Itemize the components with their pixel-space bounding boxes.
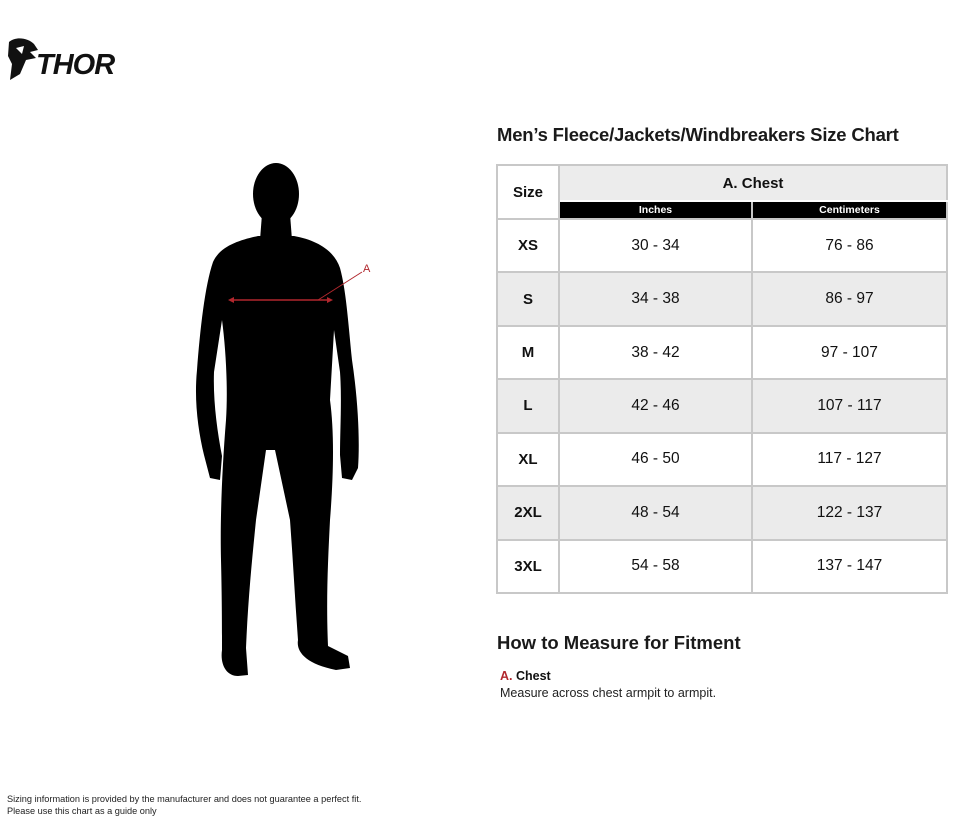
header-inches: Inches <box>559 201 752 219</box>
table-row <box>497 326 947 379</box>
body-figure <box>180 150 390 690</box>
measure-item-letter: A. <box>500 669 513 683</box>
thor-helmet-logo-icon <box>6 34 156 84</box>
centimeters-cell: 86 - 97 <box>752 272 947 325</box>
thor-logo <box>6 34 156 84</box>
table-row <box>497 272 947 325</box>
size-cell: 3XL <box>497 540 559 593</box>
logo-text: THOR <box>36 49 115 81</box>
size-cell: S <box>497 272 559 325</box>
disclaimer-line-2: Please use this chart as a guide only <box>7 806 157 816</box>
header-chest: A. Chest <box>559 165 947 201</box>
inches-cell: 54 - 58 <box>559 540 752 593</box>
human-silhouette-icon <box>180 150 390 690</box>
table-row <box>497 540 947 593</box>
inches-cell: 48 - 54 <box>559 486 752 539</box>
centimeters-cell: 117 - 127 <box>752 433 947 486</box>
header-size: Size <box>497 165 559 219</box>
size-chart-title: Men’s Fleece/Jackets/Windbreakers Size Chart <box>497 124 899 145</box>
measure-item-name: Chest <box>515 669 551 683</box>
measure-title: How to Measure for Fitment <box>497 632 741 653</box>
centimeters-cell: 76 - 86 <box>752 219 947 272</box>
centimeters-cell: 137 - 147 <box>752 540 947 593</box>
inches-cell: 42 - 46 <box>559 379 752 432</box>
centimeters-cell: 97 - 107 <box>752 326 947 379</box>
size-chart-table <box>496 164 948 594</box>
table-row <box>497 433 947 486</box>
size-cell: L <box>497 379 559 432</box>
inches-cell: 30 - 34 <box>559 219 752 272</box>
disclaimer <box>7 793 361 817</box>
disclaimer-line-1: Sizing information is provided by the manufacturer and does not guarantee a perfect fit. <box>7 794 362 804</box>
table-row <box>497 219 947 272</box>
size-cell: 2XL <box>497 486 559 539</box>
inches-cell: 46 - 50 <box>559 433 752 486</box>
centimeters-cell: 107 - 117 <box>752 379 947 432</box>
inches-cell: 38 - 42 <box>559 326 752 379</box>
header-centimeters: Centimeters <box>752 201 947 219</box>
size-cell: XS <box>497 219 559 272</box>
table-row <box>497 379 947 432</box>
centimeters-cell: 122 - 137 <box>752 486 947 539</box>
measurement-label-a: A <box>363 263 371 275</box>
inches-cell: 34 - 38 <box>559 272 752 325</box>
measure-item-chest <box>500 669 551 683</box>
size-cell: M <box>497 326 559 379</box>
size-cell: XL <box>497 433 559 486</box>
measure-item-description: Measure across chest armpit to armpit. <box>500 686 717 700</box>
table-row <box>497 486 947 539</box>
